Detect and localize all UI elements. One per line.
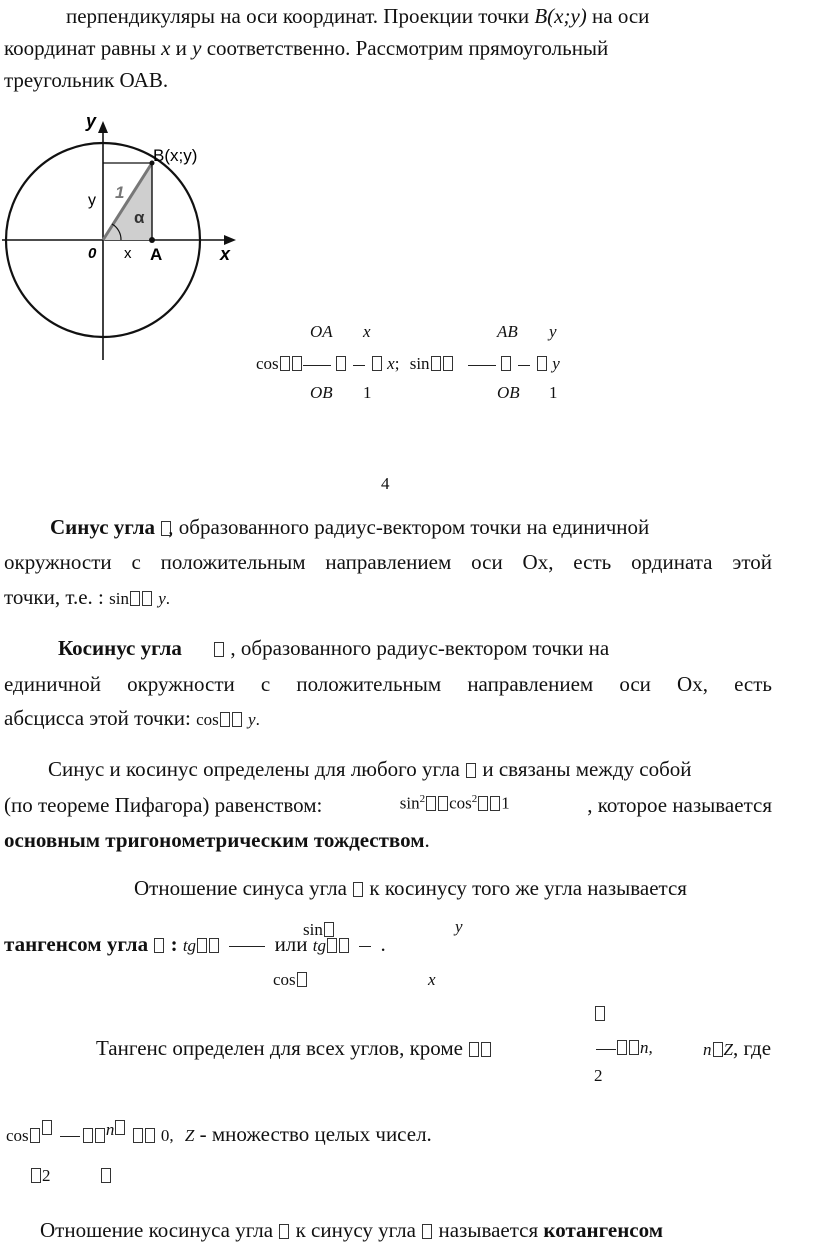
- glyph-box: [501, 356, 511, 371]
- angle-text: α: [134, 208, 145, 227]
- cosine-def-line-2: единичной окружности с положительным направлением оси Ох, есть: [4, 672, 772, 696]
- intro-text-end: на оси: [592, 4, 650, 28]
- glyph-box: [443, 356, 453, 371]
- fraction-numerator-ab: AB: [497, 322, 518, 341]
- var-y: y: [248, 710, 256, 729]
- glyph-box: [426, 796, 436, 811]
- glyph-box: [478, 796, 488, 811]
- sine-def-line-3: точки, т.е. : sin y.: [4, 585, 171, 609]
- glyph-box: [101, 1168, 111, 1183]
- identity-text: и связаны между собой: [482, 757, 692, 781]
- glyph-box: [220, 712, 230, 727]
- glyph-box: [83, 1128, 93, 1143]
- tangent-def-line-2: [4, 932, 386, 957]
- intro-text: соответственно. Рассмотрим прямоугольный: [206, 36, 609, 60]
- tg-func: tg: [312, 936, 327, 955]
- cosine-def-line-3: абсцисса этой точки: cos y.: [4, 706, 260, 730]
- glyph-box: [629, 1040, 639, 1055]
- origin-text: 0: [88, 245, 97, 262]
- fraction-denominator-1: 1: [549, 383, 558, 402]
- tangent-text: Отношение синуса угла: [134, 876, 347, 900]
- fraction-numerator-y: y: [549, 322, 557, 341]
- cos-func: cos: [6, 1126, 29, 1145]
- glyph-box: [31, 1168, 41, 1183]
- point-a-dot: [149, 237, 155, 243]
- glyph-box: [197, 938, 207, 953]
- var-n: n: [703, 1040, 712, 1059]
- identity-term: основным тригонометрическим тождеством: [4, 828, 425, 852]
- glyph-box: [481, 1042, 491, 1057]
- exponent: 2: [419, 793, 426, 805]
- glyph-box: [142, 591, 152, 606]
- point-b-label: B(x;y): [534, 4, 587, 28]
- intro-line-2: [4, 36, 608, 61]
- glyph-box: [336, 356, 346, 371]
- identity-text: , которое называется: [587, 793, 772, 817]
- fraction-denominator-ob: OB: [310, 383, 333, 402]
- tangent-domain-formula: [596, 1038, 653, 1058]
- intro-line-3: треугольник ОАВ.: [4, 68, 169, 92]
- glyph-box: [438, 796, 448, 811]
- cosine-def-line-1: [58, 636, 609, 661]
- glyph-box: [353, 882, 363, 897]
- glyph-box: [292, 356, 302, 371]
- where-word: , где: [732, 1036, 772, 1060]
- cosine-text: , образованного радиус-вектором точки на: [230, 636, 610, 660]
- glyph-box: [232, 712, 242, 727]
- point-b-text: B(x;y): [153, 146, 198, 165]
- fraction-bar: [359, 946, 371, 947]
- sine-def-line-2: окружности с положительным направлением оси Ох, есть ордината этой: [4, 550, 772, 574]
- colon: :: [170, 932, 178, 956]
- tangent-frac-y: y: [455, 917, 463, 936]
- glyph-box: [297, 972, 307, 987]
- intro-text: и: [175, 36, 187, 60]
- var-n: n: [105, 1120, 115, 1139]
- glyph-box: [42, 1120, 52, 1135]
- cotangent-term: котангенсом: [543, 1218, 664, 1242]
- cos-func: cos: [449, 793, 472, 813]
- exponent: 2: [471, 793, 478, 805]
- formula-main-row: [256, 354, 560, 374]
- zero-value: 0,: [160, 1126, 174, 1145]
- glyph-box: [713, 1042, 723, 1057]
- or-word: или: [274, 932, 308, 956]
- glyph-box: [469, 1042, 479, 1057]
- cos-func: cos: [196, 710, 219, 729]
- glyph-box: [30, 1128, 40, 1143]
- glyph-box: [431, 356, 441, 371]
- glyph-box: [617, 1040, 627, 1055]
- denominator-two: 2: [42, 1166, 51, 1185]
- cosine-term: Косинус угла: [58, 636, 182, 660]
- glyph-box: [339, 938, 349, 953]
- period: .: [424, 828, 430, 852]
- sine-def-line-1: [50, 515, 649, 540]
- intro-line-1: [66, 4, 649, 29]
- var-x: x: [161, 36, 171, 60]
- glyph-box: [130, 591, 140, 606]
- tangent-text: к косинусу того же угла называется: [369, 876, 687, 900]
- set-z: Z: [184, 1126, 195, 1145]
- intro-text: координат равны: [4, 36, 156, 60]
- result-x: x: [387, 354, 395, 373]
- tg-func: tg: [182, 936, 197, 955]
- var-y: y: [192, 36, 202, 60]
- leg-y-text: y: [88, 192, 96, 209]
- glyph-box: [154, 938, 164, 953]
- result-y: y: [552, 354, 560, 373]
- semicolon: ;: [394, 354, 400, 373]
- identity-line-2: [4, 793, 772, 818]
- sin-func: sin: [409, 354, 430, 373]
- sin-func: sin: [109, 589, 129, 608]
- tangent-domain-text: Тангенс определен для всех углов, кроме: [96, 1036, 463, 1060]
- tangent-frac-x: x: [428, 970, 436, 989]
- tangent-term: тангенсом угла: [4, 932, 149, 956]
- fraction-bar: [229, 946, 265, 947]
- sine-term: Синус угла: [50, 515, 156, 539]
- axis-x-label: x: [220, 244, 231, 264]
- glyph-box: [372, 356, 382, 371]
- fraction-numerator-oa: OA: [310, 322, 333, 341]
- unit-circle-diagram: [0, 105, 250, 365]
- set-z: Z: [723, 1040, 733, 1059]
- cos-zero-text: - множество целых чисел.: [199, 1122, 432, 1146]
- leg-x-text: x: [124, 245, 132, 262]
- intro-text: перпендикуляры на оси координат. Проекции точки: [66, 4, 530, 28]
- identity-line-1: [48, 757, 692, 782]
- glyph-box: [280, 356, 290, 371]
- identity-text: Синус и косинус определены для любого угла: [48, 757, 460, 781]
- cos-zero-below: [30, 1166, 112, 1186]
- fraction-bar: [468, 365, 496, 366]
- cos-zero-line: [6, 1120, 432, 1147]
- tangent-domain-set: [703, 1036, 771, 1061]
- fraction-bar: [303, 365, 331, 366]
- glyph-box: [214, 642, 224, 657]
- fraction-numerator-x: x: [363, 322, 371, 341]
- cotangent-text: к синусу угла: [295, 1218, 416, 1242]
- fraction-bar: [596, 1049, 616, 1050]
- point-a-text: A: [150, 245, 163, 264]
- glyph-box: [422, 1224, 432, 1239]
- denominator-two: 2: [594, 1066, 603, 1085]
- fraction-denominator-1: 1: [363, 383, 372, 402]
- page-number: 4: [381, 474, 390, 493]
- y-axis-arrow: [98, 121, 108, 133]
- fraction-denominator-ob: OB: [497, 383, 520, 402]
- identity-formula: [400, 793, 510, 818]
- radius-text: 1: [115, 183, 125, 202]
- glyph-box: [95, 1128, 105, 1143]
- cotangent-text: Отношение косинуса угла: [40, 1218, 274, 1242]
- cosine-text: абсцисса этой точки:: [4, 706, 191, 730]
- glyph-box: [133, 1128, 143, 1143]
- cotangent-def-line: [40, 1218, 663, 1243]
- fraction-bar: [518, 365, 530, 366]
- glyph-box: [537, 356, 547, 371]
- sin-func: sin: [303, 920, 323, 939]
- glyph-box: [327, 938, 337, 953]
- glyph-box: [595, 1006, 605, 1021]
- identity-one: 1: [501, 793, 510, 813]
- glyph-box: [145, 1128, 155, 1143]
- cotangent-text: называется: [438, 1218, 539, 1242]
- fraction-bar: [60, 1136, 80, 1137]
- cos-func: cos: [273, 970, 296, 989]
- glyph-box: [209, 938, 219, 953]
- sine-text: , образованного радиус-вектором точки на единичной: [168, 515, 650, 539]
- glyph-box: [466, 763, 476, 778]
- fraction-bar: [353, 365, 365, 366]
- glyph-box: [115, 1120, 125, 1135]
- sin-func: sin: [399, 793, 420, 813]
- glyph-box: [490, 796, 500, 811]
- sine-text: точки, т.е. :: [4, 585, 104, 609]
- tangent-frac-denominator: [273, 970, 308, 990]
- var-y: y: [158, 589, 166, 608]
- period: .: [380, 932, 386, 956]
- identity-line-3: [4, 828, 430, 853]
- tangent-def-line-1: [134, 876, 687, 901]
- cos-func: cos: [256, 354, 279, 373]
- var-n: n,: [640, 1038, 653, 1057]
- identity-text: (по теореме Пифагора) равенством:: [4, 793, 323, 817]
- axis-y-label: y: [86, 111, 97, 131]
- tangent-domain-line: [96, 1036, 492, 1061]
- glyph-box: [279, 1224, 289, 1239]
